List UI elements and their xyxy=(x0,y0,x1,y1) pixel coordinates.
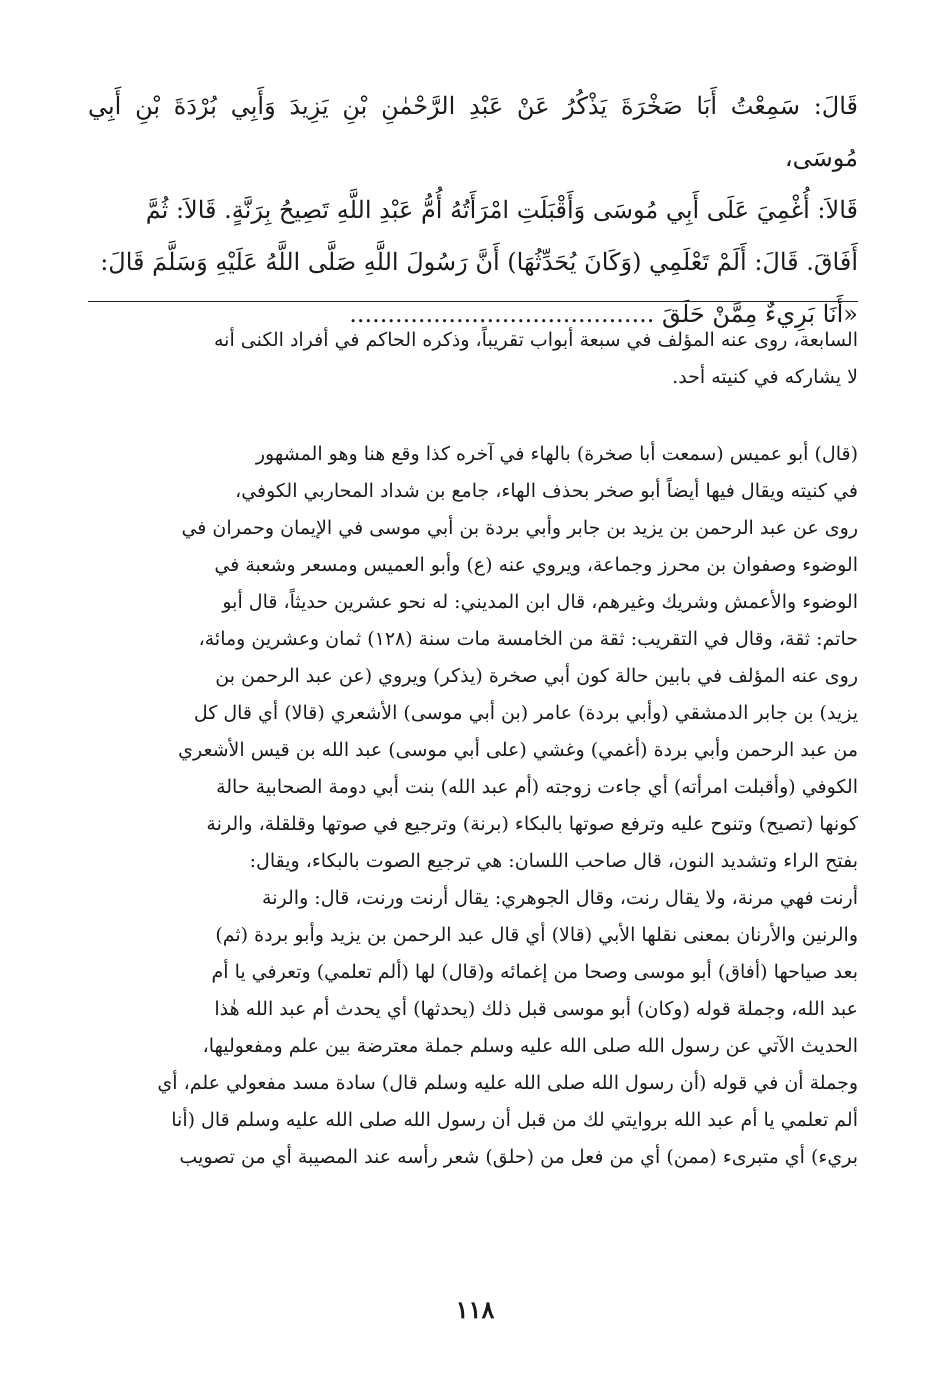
commentary-line: عبد الله، وجملة قوله (وكان) أبو موسى قبل ذلك (يحدثها) أي يحدث أم عبد الله هٰذا xyxy=(214,998,858,1020)
commentary-line: بعد صياحها (أفاق) أبو موسى وصحا من إغمائه و(قال) لها (ألم تعلمي) وتعرفي يا أم xyxy=(211,961,858,983)
commentary-line: ألم تعلمي يا أم عبد الله بروايتي لك من قبل أن رسول الله صلى الله عليه وسلم قال (أنا xyxy=(171,1109,858,1131)
footnote-separator xyxy=(88,301,858,302)
footnote-line: لا يشاركه في كنيته أحد. xyxy=(672,366,858,388)
commentary-text xyxy=(88,436,858,1176)
commentary-line: الوضوء والأعمش وشريك وغيرهم، قال ابن المديني: له نحو عشرين حديثاً، قال أبو xyxy=(222,591,858,613)
footnote-text xyxy=(88,322,858,396)
commentary-line: يزيد) بن جابر الدمشقي (وأبي بردة) عامر (بن أبي موسى) الأشعري (قالا) أي قال كل xyxy=(193,702,858,724)
commentary-line: الحديث الآتي عن رسول الله صلى الله عليه وسلم جملة معترضة بين علم ومفعوليها، xyxy=(202,1035,858,1057)
commentary-line: في كنيته ويقال فيها أيضاً أبو صخر بحذف الهاء، جامع بن شداد المحاربي الكوفي، xyxy=(235,480,858,502)
commentary-line: الوضوء وصفوان بن محرز وجماعة، ويروي عنه (ع) وأبو العميس ومسعر وشعبة في xyxy=(214,554,858,576)
commentary-line: روى عن عبد الرحمن بن يزيد بن جابر وأبي بردة بن أبي موسى في الإيمان وحمران في xyxy=(181,517,858,539)
commentary-line: والرنين والأرنان بمعنى نقلها الأبي (قالا) أي قال عبد الرحمن بن يزيد وأبو بردة (ثم) xyxy=(215,924,858,946)
commentary-line: وجملة أن في قوله (أن رسول الله صلى الله عليه وسلم قال) سادة مسد مفعولي علم، أي xyxy=(157,1072,858,1094)
hadith-line: قَالاَ: أُغْمِيَ عَلَى أَبِي مُوسَى وَأَقْبَلَتِ امْرَأَتُهُ أُمُّ عَبْدِ اللَّهِ تَصِيحُ بِرَنَّةٍ. قَالاَ: ثُمَّ xyxy=(145,196,858,224)
commentary-line: كونها (تصيح) وتنوح عليه وترفع صوتها بالبكاء (برنة) وترجيع في صوتها وقلقلة، والرنة xyxy=(206,813,858,835)
hadith-line: «أَنَا بَرِيءٌ مِمَّنْ حَلَقَ ........................................ xyxy=(349,300,858,328)
commentary-line: حاتم: ثقة، وقال في التقريب: ثقة من الخامسة مات سنة (١٢٨) ثمان وعشرين ومائة، xyxy=(198,628,858,650)
hadith-line: قَالَ: سَمِعْتُ أَبَا صَخْرَةَ يَذْكُرُ عَنْ عَبْدِ الرَّحْمٰنِ بْنِ يَزِيدَ وَأَبِي بُرْدَةَ بْنِ أَبِي مُوسَى، xyxy=(88,92,858,172)
hadith-line: أَفَاقَ. قَالَ: أَلَمْ تَعْلَمِي (وَكَانَ يُحَدِّثُهَا) أَنَّ رَسُولَ اللَّهِ صَلَّى اللَّهُ عَلَيْهِ وَسَلَّمَ قَالَ: xyxy=(100,248,858,276)
commentary-line: من عبد الرحمن وأبي بردة (أغمي) وغشي (على أبي موسى) عبد الله بن قيس الأشعري xyxy=(178,739,858,761)
page-number: ١١٨ xyxy=(455,1295,495,1324)
footnote-line: السابعة، روى عنه المؤلف في سبعة أبواب تقريباً، وذكره الحاكم في أفراد الكنى أنه xyxy=(213,329,858,351)
commentary-line: أرنت فهي مرنة، ولا يقال رنت، وقال الجوهري: يقال أرنت ورنت، قال: والرنة xyxy=(262,887,858,909)
commentary-line: بفتح الراء وتشديد النون، قال صاحب اللسان: هي ترجيع الصوت بالبكاء، ويقال: xyxy=(249,850,858,872)
commentary-line: روى عنه المؤلف في بابين حالة كون أبي صخرة (يذكر) ويروي (عن عبد الرحمن بن xyxy=(215,665,858,687)
commentary-line: الكوفي (وأقبلت امرأته) أي جاءت زوجته (أم عبد الله) بنت أبي دومة الصحابية حالة xyxy=(216,776,858,798)
commentary-line: (قال) أبو عميس (سمعت أبا صخرة) بالهاء في آخره كذا وقع هنا وهو المشهور xyxy=(255,443,858,465)
commentary-line: بريء) أي متبرىء (ممن) أي من فعل من (حلق) شعر رأسه عند المصيبة أي من تصويب xyxy=(179,1146,858,1168)
